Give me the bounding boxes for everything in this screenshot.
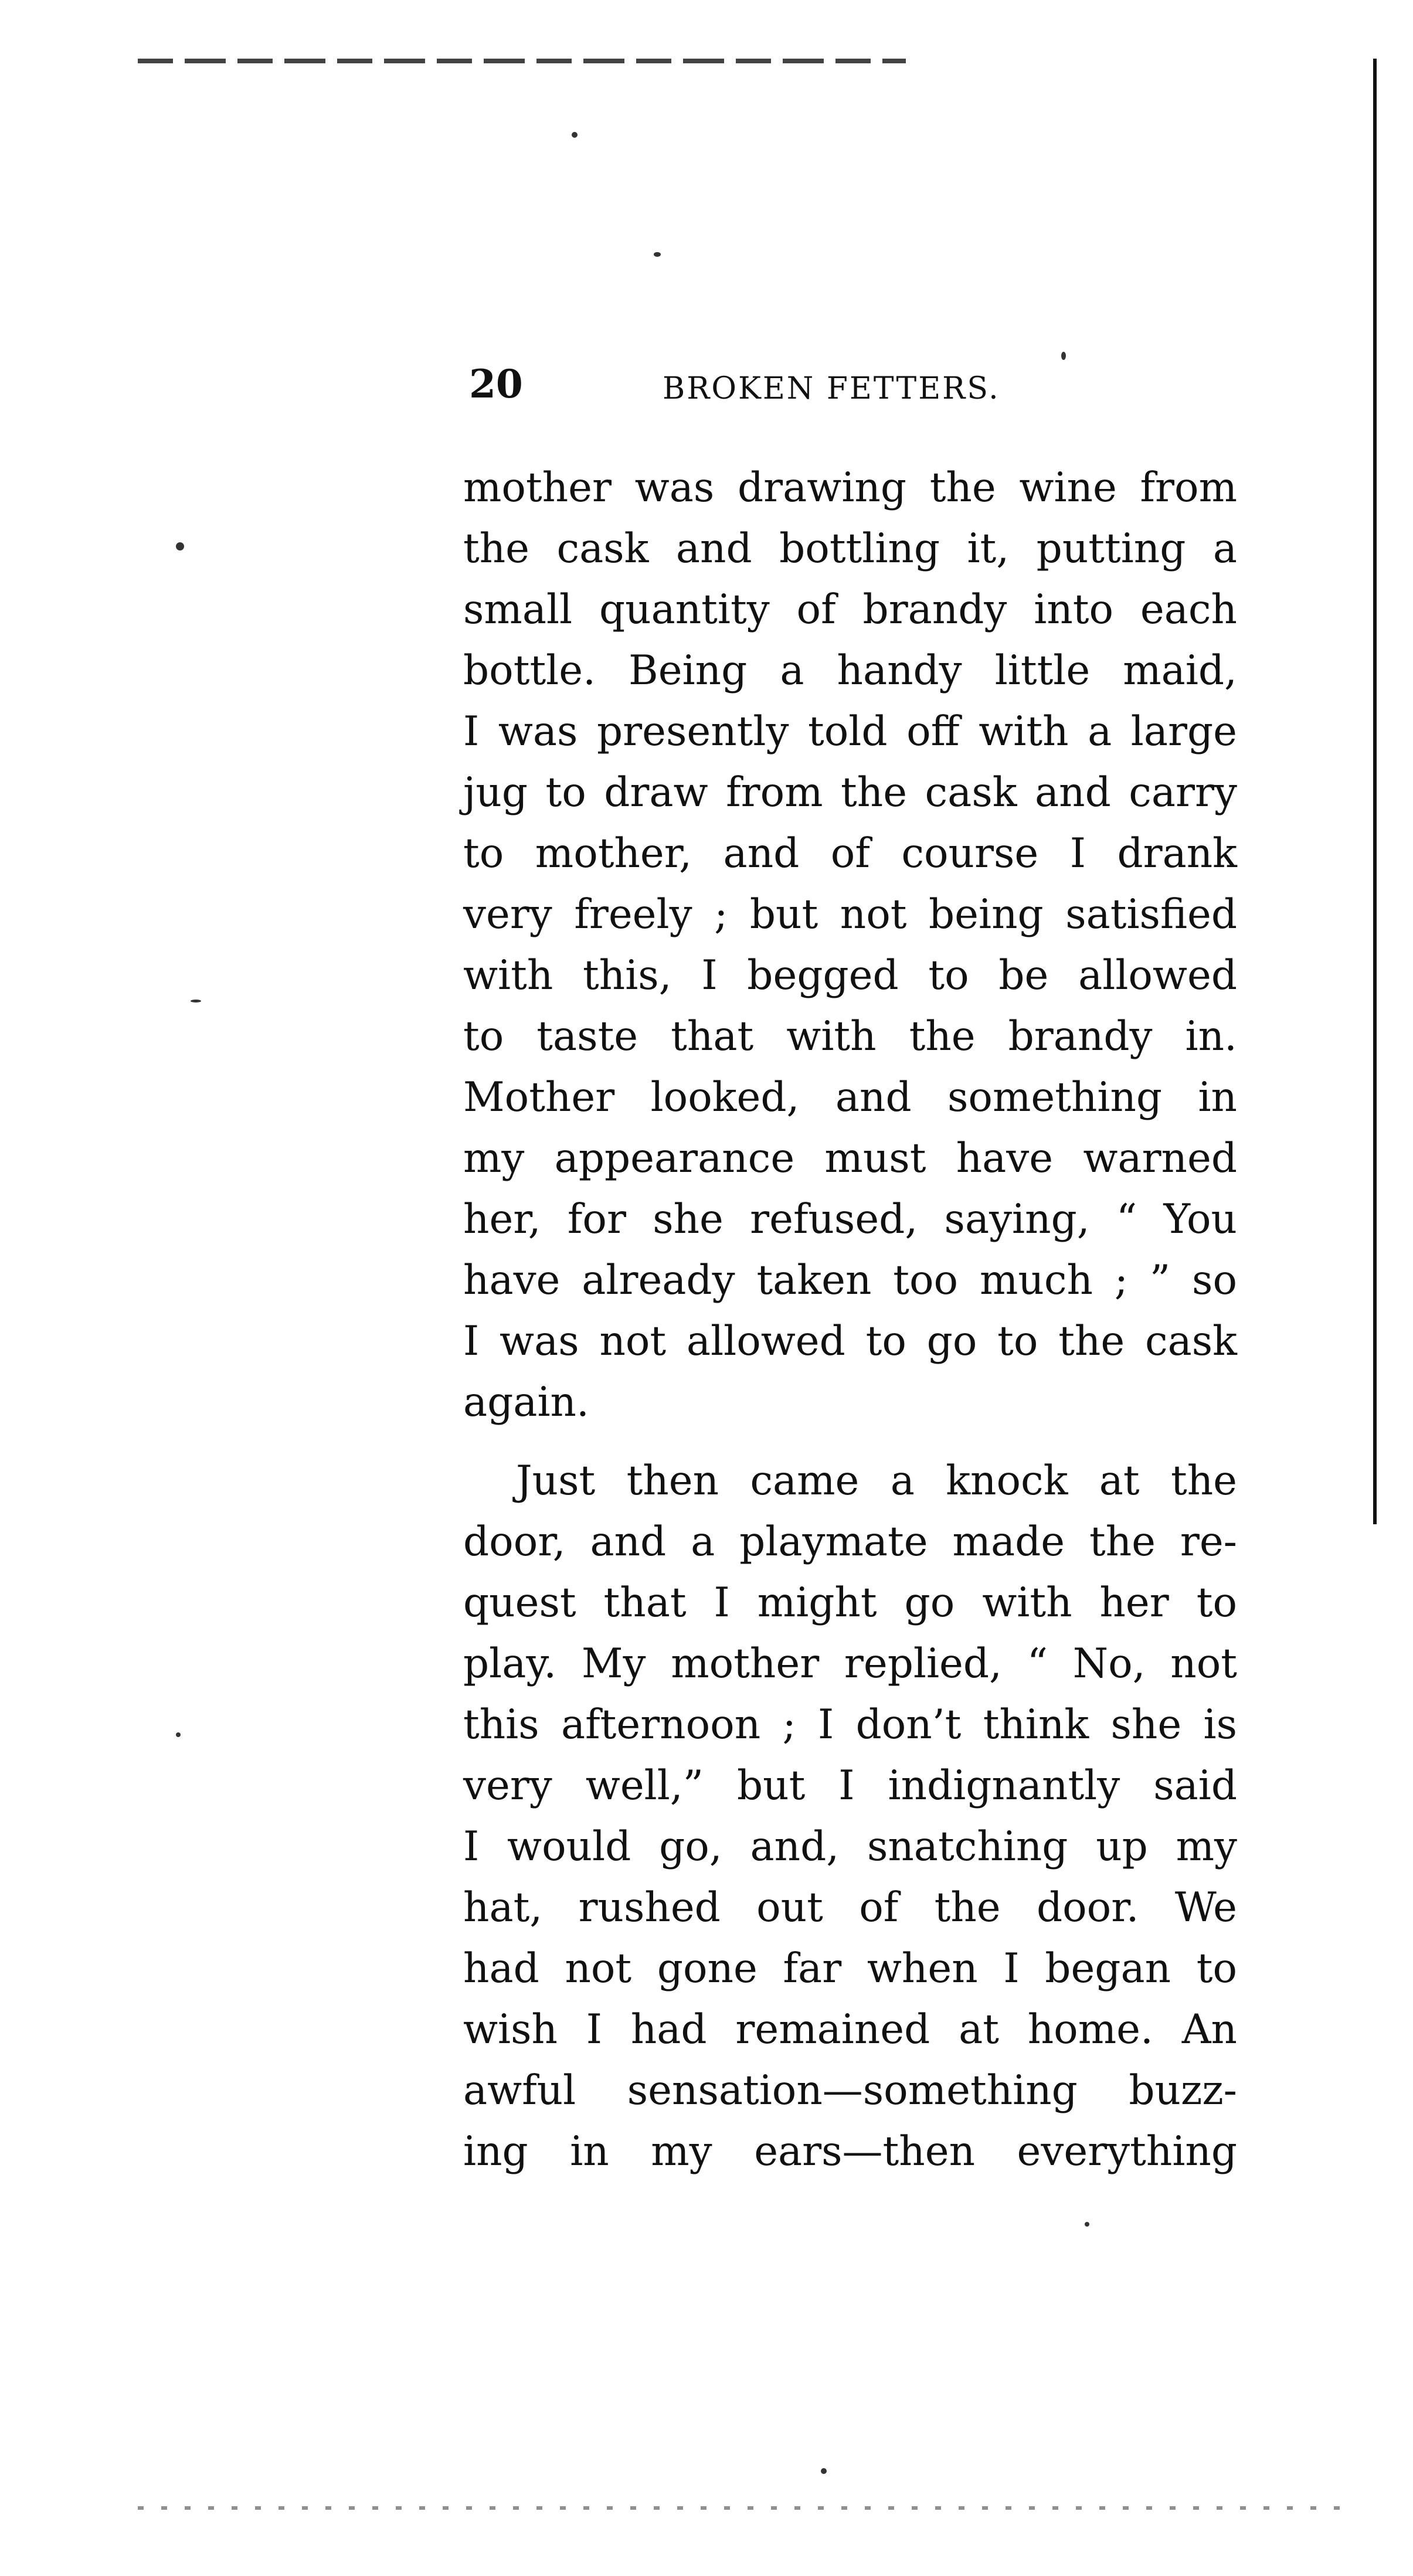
scan-speck [572,132,578,138]
scan-edge-top [138,59,906,63]
text-line: awful sensation—something buzz- [463,2067,1237,2114]
text-line: to mother, and of course I drank [463,830,1237,877]
text-line: had not gone far when I began to [463,1945,1237,1992]
paragraph-2 [463,1450,1237,2182]
text-line: again. [463,1379,589,1426]
text-line: hat, rushed out of the door. We [463,1884,1237,1931]
scan-speck [176,542,184,550]
paragraph-1 [463,457,1237,1433]
text-line: her, for she refused, saying, “ You [463,1196,1237,1243]
text-line: quest that I might go with her to [463,1579,1237,1626]
text-line: door, and a playmate made the re- [463,1518,1237,1565]
text-line: bottle. Being a handy little maid, [463,647,1237,694]
page-header [469,358,1249,410]
scan-edge-bottom [138,2506,1340,2510]
running-head: BROKEN FETTERS. [663,371,1000,406]
text-line: the cask and bottling it, putting a [463,525,1237,572]
text-line: very well,” but I indignantly said [463,1762,1237,1809]
text-line: jug to draw from the cask and carry [463,769,1237,816]
text-line: I would go, and, snatching up my [463,1823,1237,1870]
text-line: with this, I begged to be allowed [463,952,1237,999]
page-number: 20 [469,361,523,407]
text-line: wish I had remained at home. An [463,2006,1237,2053]
text-line: play. My mother replied, “ No, not [463,1640,1237,1687]
text-line: Just then came a knock at the [516,1457,1237,1504]
text-line: Mother looked, and something in [463,1074,1237,1121]
body-text [463,457,1237,2182]
scan-edge-right [1373,59,1377,1524]
text-line: mother was drawing the wine from [463,464,1237,511]
scan-speck [191,1000,201,1002]
text-line: this afternoon ; I don’t think she is [463,1701,1237,1748]
scan-speck [821,2468,827,2474]
text-line: to taste that with the brandy in. [463,1013,1237,1060]
text-line: I was presently told off with a large [463,708,1237,755]
text-line: very freely ; but not being satisfied [463,891,1237,938]
text-line: ing in my ears—then everything [463,2128,1237,2175]
text-line: my appearance must have warned [463,1135,1237,1182]
scan-speck [654,252,661,257]
scan-speck [1085,2222,1089,2227]
scan-speck [176,1732,181,1737]
text-line: I was not allowed to go to the cask [463,1318,1237,1365]
text-line: have already taken too much ; ” so [463,1257,1237,1304]
text-line: small quantity of brandy into each [463,586,1237,633]
